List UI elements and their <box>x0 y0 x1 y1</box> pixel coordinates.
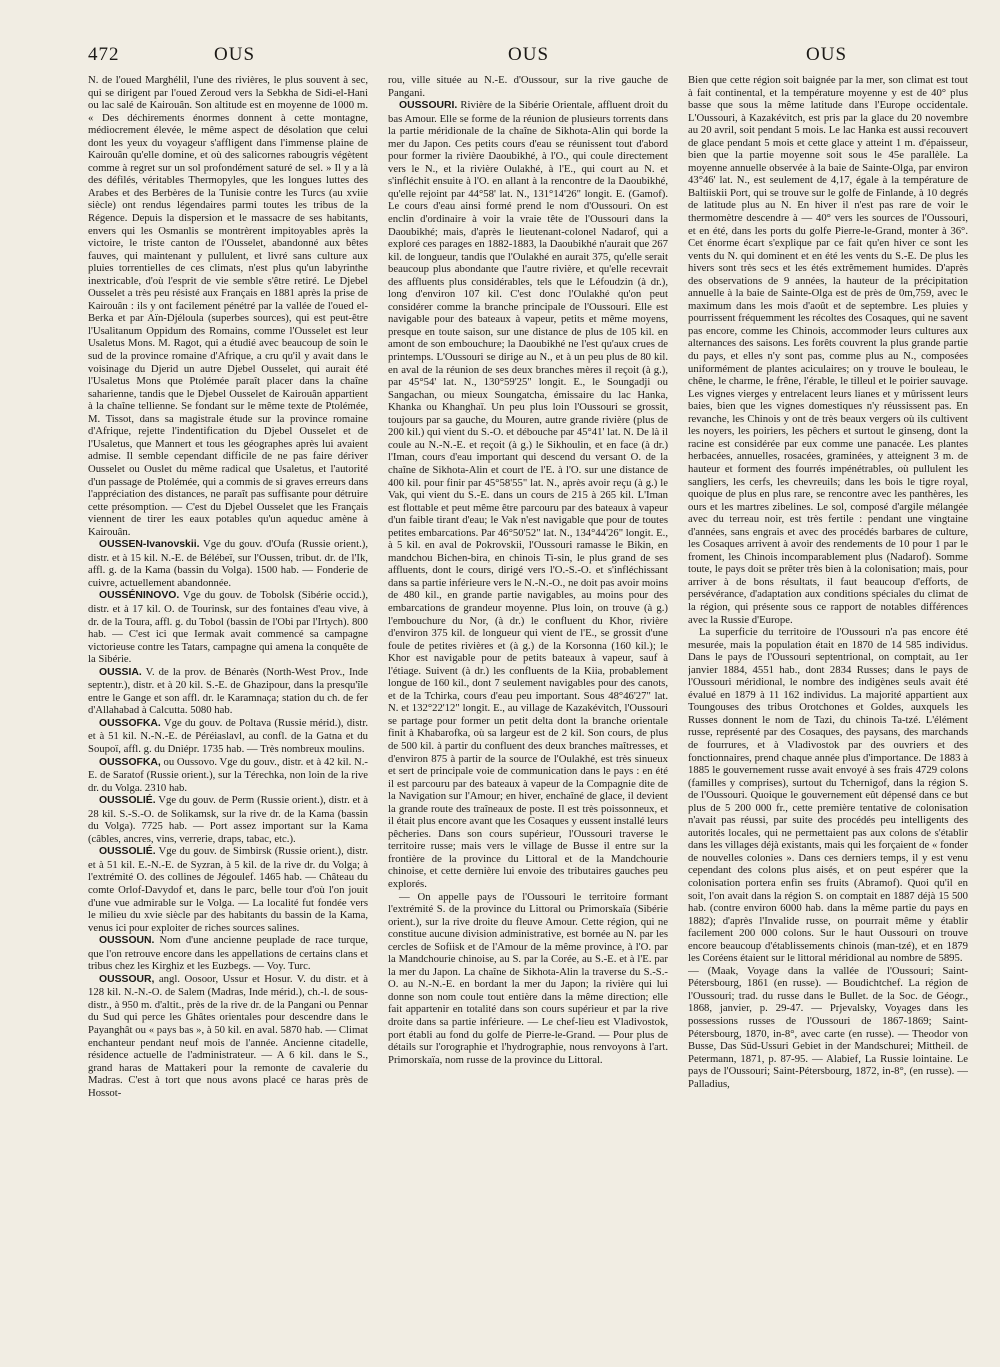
entry-headword: OUSSOLIÉ. <box>99 795 156 807</box>
entry-headword: OUSSEN-Ivanovskii. <box>99 539 200 551</box>
entry-text: N. de l'oued Marghélil, l'une des rivières, le plus souvent à sec, qui se dirigent par l'oued Zeroud vers la Sebkha de Sidi-el-Hani ou lac salé de Kairouân. Son altitude est en moyenne de 1000 m. « Des déchirements énormes donnent à cette montagne, médiocrement élevée, le même aspect de désolation que celui dont les yeux du voyageur s'affligent dans l'immense plaine de Kairouân qu'elle domine, et où des salicornes rabougris végètent comme à regret sur un sol profondément saturé de sel. » Il y a là des défilés, véritables Thermopyles, que les longues luttes des Arabes et des Berbères de la Tunisie contre les Turcs (au xviie siècle) ont rendus légendaires parmi toutes les tribus de la Régence. Depuis la dispersion et le massacre de ses habitants, envers qui les Osmanlis se montrèrent impitoyables après la victoire, le triste canton de l'Ousselet, abandonné aux bêtes fauves, qui maintenant y pullulent, et livré sans culture aux pluies torrentielles de ces climats, n'est plus qu'un labyrinthe inextricable, d'où l'esprit de vie semble s'être retiré. Le Djebel Ousselet a très peu résisté aux Français en 1881 après la prise de Kairouân : ils y ont facilement pénétré par la vallée de l'oued el-Berka et par Aïn-Djéloula (superbes sources), qui est peut-être l'Usalitanum Oppidum des Romains, comme l'Ousselet est leur Usaletus Mons. M. Ragot, qui a étudié avec beaucoup de soin le sud de la province romaine d'Afrique, a cru qu'il y avait dans le voisinage du Djerid un autre Djebel Ousselet, qui aurait été l'Usaletus Mons que Ptolémée paraît placer dans la chaîne saharienne, tandis que le Djebel Ousselet de Kairouân appartient à la chaîne tellienne. Se fondant sur le même texte de Ptolémée, M. Tissot, dans sa magistrale étude sur la province romaine d'Afrique, rejette l'indentification du Djebel Ousselet et de l'Usaletus, que Mannert et tous les géographes après lui avaient admise. Il semble cependant difficile de ne pas faire dériver Ousselet ou Ouslet du même radical que Usaletus, et l'autorité d'un passage de Ptolémée, qui a commis de si graves erreurs dans l'appréciation des distances, ne paraît pas suffisante pour détruire cette présomption. — C'est du Djebel Ousselet que les Français viennent de tirer les eaux potables qu'un aqueduc amène à Kairouân. <box>88 74 368 538</box>
dictionary-entry <box>88 589 368 665</box>
entry-text: Vge du gouv. de Tobolsk (Sibérie occid.), distr. et à 17 kil. O. de Tourinsk, sur des fontaines d'eau vive, à dr. de la Toura, affl. g. du Tobol (bassin de l'Obi par l'Irtych). 800 hab. — C'est ici que Iermak avait commencé sa campagne victorieuse contre les Tatars, campagne qui amena la conquête de la Sibérie. <box>88 589 368 666</box>
paragraph <box>688 965 968 1090</box>
entry-text: rou, ville située au N.-E. d'Oussour, sur la rive gauche de Pangani. <box>388 74 668 99</box>
entry-text: La superficie du territoire de l'Oussouri n'a pas encore été mesurée, mais la population était en 1870 de 14 585 individus. Dans le pays de l'Oussouri septentrional, on comptait, au 1er janvier 1884, 4551 hab., dont 2834 Russes; dans le pays de l'Oussouri méridional, le nombre des indigènes seuls avait été évalué en 1879 à 11 162 individus. La majorité appartient aux Toungouses des tribus Orotchones et Goldes, auxquels les Russes donnent le nom de Tazi, du chinois Ta-tzé. L'élément russe, représenté par des Cosaques, des paysans, des marchands de fourrures, et à Vladivostok par des ouvriers et des fonctionnaires, prend chaque année plus d'importance. De 1883 à 1885 le gouvernement russe avait envoyé à ses frais 4729 colons (familles y comprises), surtout du Tchernigof, dans la région S. de l'Oussouri. Quoique le gouvernement eût dépensé dans ce but plus de 5 200 000 fr., cette première tentative de colonisation n'avait pas réussi, par suite des procédés peu intelligents des autorités locales, qui ne permettaient pas aux colons de s'établir dans les villages déjà existants, mais qui les forçaient de « fonder de nouvelles colonies ». Dans ces derniers temps, il y est venu cependant des colons plus aisés, et on peut espérer que la colonisation portera enfin ses fruits (Abramof). Quoi qu'il en soit, l'on avait dans la région S. on comptait en 1887 déjà 15 500 hab. (contre environ 6000 hab. dans la même partie du pays en 1882); d'après l'Invalide russe, on pourrait même y établir facilement 200 000 colons. Sur le haut Oussouri on trouve encore beaucoup d'établissements chinois (man-tzé), et en 1879 les Coréens étaient sur le littoral méridional au nombre de 5895. <box>688 626 968 965</box>
column-middle <box>388 74 668 1344</box>
entry-text: — On appelle pays de l'Oussouri le territoire formant l'extrémité S. de la province du Littoral ou Primorskaïa (Sibérie orient.), sur la rive droite du fleuve Amour. Cette région, qui ne constitue aucune division administrative, est bornée au N. par les cercles de Sofiisk et de l'Amour de la même province, à l'O. par la Mandchourie chinoise, au S. par la Corée, au S.-E. et à l'E. par la mer du Japon. La chaîne de Sikhota-Alin la traverse du S.-S.-O. au N.-N.-E. en bordant la mer du Japon; la rivière qui lui donne son nom coule tout entière dans la même direction; elle fait appartenir en totalité dans son cours supérieur et par la rive droite dans sa partie inférieure. — Le chef-lieu est Vladivostok, port établi au fond du golfe de Pierre-le-Grand. — Pour plus de détails sur l'orographie et l'hydrographie, nous renvoyons à l'art. Primorskaïa, nom russe de la province du Littoral. <box>388 890 668 1066</box>
entry-text: Rivière de la Sibérie Orientale, affluent droit du bas Amour. Elle se forme de la réunion de plusieurs torrents dans la partie méridionale de la chaîne de Sikhota-Alin qui borde la mer du Japon. Ces petits cours d'eau se réunissent tout d'abord pour former la rivière Daoubikhé, à l'O., qui coule directement vers le N., et la rivière Oulakhé, à l'E., qui court au N. et s'infléchit ensuite à l'O. en allant à la rencontre de la Daoubikhé, qu'elle rejoint par 44°58' lat. N., 131°14'26" longit. E. (Gamof). Le cours d'eau ainsi formé prend le nom d'Oussouri. On est enclin d'ordinaire à voir la vraie tête de l'Oussouri dans la Daoubikhé; mais, d'après le lieutenant-colonel Nadarof, qui a exploré ces parages en 1882-1883, la Daoubikhé n'aurait que 267 kil. de longueur, tandis que l'Oulakhé en aurait 375, qu'elle serait beaucoup plus abondante que l'autre rivière, et qu'elle recevrait des affluents plus considérables, tels que le Léfoudzin (à dr.), long d'environ 107 kil. C'est donc l'Oulakhé qu'on peut considérer comme la branche principale de l'Oussouri. Elle est navigable pour des bateaux à vapeur, petits et même moyens, presque en toute saison, sur une distance de plus de 105 kil. en amont de son embouchure; la Daoubikhé ne l'est qu'aux crues de printemps. L'Oussouri se dirige au N., et à un peu plus de 80 kil. en aval de la réunion de ses deux branches mères il reçoit (à g.), par 45°54' lat. N., 130°59'25" longit. E., le Soungadji ou Sangachan, ou mieux Soungatcha, émissaire du lac Hanka, Khanka ou Khanghaï. Un peu plus loin l'Oussouri se grossit, toujours par sa gauche, du Mouren, autre grande rivière (plus de 200 kil.) qui vient du S.-O. et débouche par 45°41' lat. N. De là il coule au N.-N.-E. et reçoit (à g.) le Sikhoulin, et en face (à dr.) l'Iman, cours d'eau important qui descend du versant O. de la chaîne de Sikhota-Alin et court de l'E. à l'O. sur une distance de 400 kil. pour finir par 45°58'55" lat. N., après avoir reçu (à g.) le Vak, qui vient du S.-E. dans un cours de 215 à 265 kil. L'Iman est flottable et peut même être parcouru par des bateaux à vapeur d'un faible tirant d'eau; le Vak n'est navigable que pour de toutes petites embarcations. Par 46°50'52" lat. N., 134°44'26" longit. E., à 5 kil. en aval de Pokrovskii, l'Oussouri ramasse le Bikin, en mandchou Bichen-bira, en chinois Ti-sin, le plus grand de ses affluents, dont le cours, dirigé vers l'O.-S.-O. et s'infléchissant dans sa partie inférieure vers le N.-N.-O., ne doit pas avoir moins de 480 kil., en grande partie navigables, au moins pour des embarcations de grandeur moyenne. Plus loin, on trouve (à g.) l'embouchure du Nor, (à dr.) le confluent du Khor, rivière d'environ 375 kil. de longueur qui vient de l'E., se grossit d'une foule de petites rivières et (à g.) de la Korsonna (160 kil.); le Khor est navigable pour de petits bateaux à vapeur, sauf à l'étiage. Suivent (à dr.) les confluents de la Kiia, probablement longue de 160 kil., dont 7 seulement navigables pour des canots, et de la Tchirka, cours d'eau peu important. Sous 48°46'27" lat. N. et 132°22'12" longit. E., au village de Kazakévitch, l'Oussouri se partage pour former un petit delta dont la branche orientale finit à Khabarofka, où sa largeur est de 2 kil. Son cours, de plus de 500 kil. à partir du confluent des deux branches maîtresses, et d'environ 875 à partir de la source de l'Oulakhé, est très sinueux et sert de principale voie de communication dans le pays : en été il est parcouru par des bateaux à vapeur de la Compagnie dite de la Navigation sur l'Amour; en hiver, enchaîné de glace, il devient la grande route des traîneaux de poste. Il est très poissonneux, et il était plus encore avant que les Cosaques y eussent installé leurs pêcheries. Dans son cours supérieur, l'Oussouri traverse le territoire russe; mais vers le village de Busse il entre sur la frontière de la province du Littoral et de la Mandchourie chinoise, et cette dernière lui envoie des tributaires gauches peu explorés. <box>388 99 668 890</box>
dictionary-entry <box>388 99 668 890</box>
entry-text: Vge du gouv. d'Oufa (Russie orient.), distr. et à 15 kil. N.-E. de Bélébeï, sur l'Oussen, tribut. dr. de l'Ik, affl. g. de la Kama (bassin du Volga). 1500 hab. — Fonderie de cuivre, actuellement abandonnée. <box>88 538 368 589</box>
paragraph <box>688 626 968 965</box>
entry-headword: OUSSOUR, <box>99 973 155 985</box>
entry-headword: OUSSIA. <box>99 666 142 678</box>
dictionary-entry <box>88 538 368 589</box>
running-head-center: OUS <box>508 44 550 65</box>
dictionary-entry <box>88 756 368 795</box>
entry-headword: OUSSOFKA, <box>99 756 161 768</box>
page-number: 472 <box>88 44 120 65</box>
entry-text: V. de la prov. de Bénarès (North-West Prov., Inde septentr.), distr. et à 20 kil. S.-E. de Ghazipour, dans la presqu'île entre le Gange et son affl. dr. le Karamnaça; station du ch. de fer d'Allahabad à Calcutta. 5080 hab. <box>88 665 368 717</box>
column-left <box>88 74 368 1344</box>
paragraph <box>688 74 968 626</box>
entry-headword: OUSSOUN. <box>99 935 155 947</box>
running-header <box>88 44 968 74</box>
entry-text: Nom d'une ancienne peuplade de race turque, que l'on retrouve encore dans les appellations de certains clans et tribus chez les Kirghiz et les Euzbegs. — Voy. Turc. <box>88 934 368 973</box>
entry-headword: OUSSOFKA. <box>99 717 161 729</box>
entry-headword: OUSSOLIÉ. <box>99 846 156 858</box>
entry-text: angl. Oosoor, Ussur et Hosur. V. du distr. et à 128 kil. N.-N.-O. de Salem (Madras, Inde mérid.), ch.-l. de sous-distr., à 950 m. d'altit., près de la rive dr. de la Pangani ou Pennar du Sud qui perce les Ghâtes orientales pour descendre dans le Payanghât ou « pays bas », à 50 kil. en aval. 5870 hab. — Climat enchanteur pendant neuf mois de l'année. Ancienne citadelle, résidence actuelle de l'administrateur. — A 6 kil. dans le S., grand haras de Mattakeri pour la remonte de cavalerie du Madras. C'est à tort que nous avons placé ce haras près de Hossot- <box>88 972 368 1099</box>
entry-text: — (Maak, Voyage dans la vallée de l'Oussouri; Saint-Pétersbourg, 1861 (en russe). — Boudichtchef. La région de l'Oussouri; trad. du russe dans le Bullet. de la Soc. de Géogr., 1868, janvier, p. 29-47. — Prjevalsky, Voyages dans les possessions russes de l'Oussouri de 1867-1869; Saint-Pétersbourg, 1870, in-8°, avec carte (en russe). — Theodor von Busse, Das Süd-Ussuri Gebiet in der Mandschurei; Mittheil. de Petermann, 1871, p. 87-95. — Alabief, La Russie lointaine. Le pays de l'Oussouri; Saint-Pétersbourg, 1872, in-8°, (en russe). — Palladius, <box>688 964 968 1090</box>
entry-text: Vge du gouv. de Simbirsk (Russie orient.), distr. et à 51 kil. E.-N.-E. de Syzran, à 5 kil. de la rive dr. du Volga; à l'extrémité O. des collines de Jégoulef. 1465 hab. — Château du comte Orlof-Davydof et, dans le parc, belle tour d'où l'on jouit d'une vue admirable sur le Volga. — La localité fut fondée vers le milieu du xvie siècle par des habitants du bassin de la Kama, venus ici pour exploiter de riches sources salines. <box>88 845 368 934</box>
dictionary-entry <box>88 934 368 973</box>
paragraph <box>88 74 368 538</box>
paragraph <box>388 891 668 1067</box>
dictionary-entry <box>88 717 368 756</box>
entry-text: Bien que cette région soit baignée par la mer, son climat est tout à fait continental, et la température moyenne y est de 40° plus basse que sous la même latitude dans l'Europe occidentale. L'Oussouri, à Kazakévitch, est pris par la glace du 20 novembre au 20 avril, soit pendant 5 mois. Le lac Hanka est aussi recouvert de glace pendant 5 mois et cette glace y atteint 1 m. d'épaisseur, bien que la partie moyenne soit sous le 45e parallèle. La moyenne annuelle observée à la baie de Sainte-Olga, par environ 43°46' lat. N., est seulement de 4,17, égale à la température de Baltiiskii Port, qui se trouve sur le golfe de Finlande, à 10 degrés de latitude plus au N. En hiver il n'est pas rare de voir le thermomètre descendre à — 40° vers les sources de l'Oussouri, et en été, dans les ports du golfe Pierre-le-Grand, monter à 36°. Cet énorme écart s'explique par ce fait qu'en hiver ce sont les vents du N. qui dominent et en été les vents du S.-E. De plus les hivers sont très secs et les étés extrêmement humides. D'après des observations de 9 années, la hauteur de la précipitation annuelle à la baie de Sainte-Olga est de près de 0m,759, avec le maximum dans les mois d'août et de septembre. Les pluies y pourrissent fréquemment les récoltes des Cosaques, qui ne savent pas encore, comme les Chinois, accommoder leurs cultures aux alternances des saisons. Les forêts couvrent la plus grande partie du pays, et elles n'y sont pas, comme plus au N., composées uniformément de plantes aciculaires; on y trouve le bouleau, le chêne, le charme, le frêne, l'érable, le tilleul et le poirier sauvage. Les vignes vierges y entrelacent leurs lianes et y mûrissent leurs baies, bien que les vignes domestiques n'y réussissent pas. En revanche, les Chinois y ont de très beaux vergers où ils cultivent les noyers, les poiriers, les pêchers et surtout le ginseng, dont la racine est considérée par eux comme une panacée. Les plantes herbacées, annuelles, rosacées, graminées, y atteignent 3 m. de hauteur et forment des fourrés impénétrables, où pullulent les sangliers, les cerfs, les chevreuils; dans les bois le tigre royal, quoique de plus en plus rare, se rencontre avec les panthères, les ours et les martres zibelines. Le sol, composé d'argile mélangée avec du terreau noir, est très fertile : pendant une vingtaine d'années, sans engrais et avec des procédés barbares de culture, les Cosaques arrivent à avoir des rendements de 10 pour 1 par le froment, les Chinois incomparablement plus (Nadarof). Somme toute, le pays doit se prêter très bien à la colonisation; mais, pour arriver à de bons résultats, il faut beaucoup d'efforts, de persévérance, d'adaptation aux conditions spéciales du climat de la région, qui présente sous ce rapport de notables différences avec la Russie d'Europe. <box>688 74 968 626</box>
entry-text: ou Oussovo. Vge du gouv., distr. et à 42 kil. N.-E. de Saratof (Russie orient.), sur la Térechka, non loin de la rive dr. du Volga. 2310 hab. <box>88 755 368 794</box>
dictionary-entry <box>88 666 368 717</box>
dictionary-entry <box>88 794 368 845</box>
dictionary-entry <box>88 973 368 1099</box>
text-columns <box>88 74 968 1344</box>
dictionary-entry <box>88 845 368 934</box>
paragraph <box>388 74 668 99</box>
entry-text: Vge du gouv. de Perm (Russie orient.), distr. et à 28 kil. S.-S.-O. de Solikamsk, sur la rive dr. de la Kama (bassin du Volga). 7725 hab. — Port assez important sur la Kama (câbles, ancres, vins, verrerie, draps, tabac, etc.). <box>88 794 368 845</box>
entry-headword: OUSSÉNINOVO. <box>99 590 180 602</box>
column-right <box>688 74 968 1344</box>
entry-headword: OUSSOURI. <box>399 100 458 112</box>
running-head-right: OUS <box>806 44 848 65</box>
running-head-left: OUS <box>214 44 256 65</box>
entry-text: Vge du gouv. de Poltava (Russie mérid.), distr. et à 51 kil. N.-N.-E. de Péréiaslavl, au confl. de la Gatna et du Soupoï, affl. g. du Dniépr. 1735 hab. — Très nombreux moulins. <box>88 716 368 755</box>
